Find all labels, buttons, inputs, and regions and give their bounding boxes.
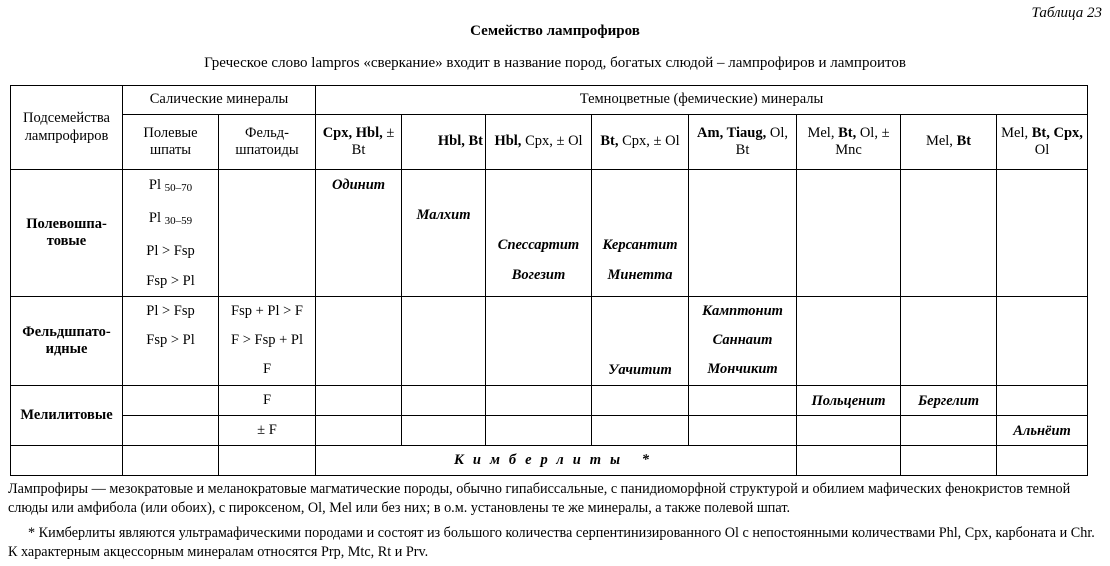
melilitic2-col6 [797,416,901,446]
fsp-gt-pl: Fsp > Pl [146,273,195,289]
melilitic2-col8 [997,416,1088,446]
rock-camptonite: Камптонит [702,303,783,319]
melilitic1-col5 [689,386,797,416]
melilitic2-col2 [402,416,486,446]
row-kimberlites [11,446,1088,476]
feldspathic-col5 [689,170,797,297]
salic-header: Салические минералы [123,86,316,115]
header-row-1 [11,86,1088,115]
feldspathic-col6 [797,170,901,297]
feldspathoidal-col1 [316,297,402,386]
feldspathoidal-col5 [689,297,797,386]
rock-malchite: Малхит [416,207,471,223]
feldspathic-col4 [592,170,689,297]
header-row-2 [11,115,1088,170]
subfamily-melilitic: Мелилитовые [11,386,123,446]
subfamily-feldspathoidal: Фельдшпато-идные [11,297,123,386]
femic-header: Темноцветные (фемические) минералы [316,86,1088,115]
fo-pl-gt-fsp: Pl > Fsp [146,303,195,319]
feldspars-header: Полевые шпаты [123,115,219,170]
feldspathoidal-col3 [486,297,592,386]
feldspathic-feldspars [123,170,219,297]
feldspathic-col3 [486,170,592,297]
mafic-col-1-header: Cpx, Hbl, ± Bt [316,115,402,170]
rock-monchiquite: Мончикит [707,361,778,377]
mafic-col-8-header: Mel, Bt, Cpx, Ol [997,115,1088,170]
pl-gt-fsp: Pl > Fsp [146,243,195,259]
rock-alnoite: Альнёит [1013,422,1071,439]
kimberlites-feldspathoids [219,446,316,476]
subfamily-feldspathic: Полевошпа-товые [11,170,123,297]
rock-vogesite: Вогезит [511,267,566,283]
rock-odinite: Одинит [331,177,386,193]
melilitic2-col1 [316,416,402,446]
mafic-col-7-header: Mel, Bt [901,115,997,170]
table-number: Таблица 23 [1031,5,1102,21]
kimberlite-footnote: * Кимберлиты являются ультрамафическими породами и состоят из большого количества серпентинизированного Ol с непостоянными количествами Phl, Cpx, карбоната и Chr. К характерным акцессорным минералам относятся Prp, Mtc, Rt и Prv. [8,525,1095,560]
mafic-col-2-header: Hbl, Bt [402,115,486,170]
kimberlites-label: Кимберлиты * [316,446,797,476]
table-subtitle: Греческое слово lampros «сверкание» входит в название пород, богатых слюдой – лампрофиров и лампроитов [204,55,906,71]
feldspathic-feldspathoids [219,170,316,297]
feldspathoidal-feldspathoids [219,297,316,386]
pl-50-70: Pl $_{50-70}$ [148,177,193,194]
row-feldspathic [11,170,1088,297]
melilitic1-feldspars [123,386,219,416]
rock-sannaite: Саннаит [712,332,773,348]
melilitic1-col3 [486,386,592,416]
table-notes [8,480,1104,562]
feldspathic-col7 [901,170,997,297]
mafic-col-3-header: Hbl, Cpx, ± Ol [486,115,592,170]
row-feldspathoidal [11,297,1088,386]
melilitic1-col2 [402,386,486,416]
feldspathoidal-feldspars [123,297,219,386]
feldspathic-col2 [402,170,486,297]
melilitic2-feldspathoids: ± F [219,416,316,446]
pl-30-59: Pl $_{30-59}$ [148,210,193,227]
f-only: F [262,361,272,377]
feldspathoidal-col6 [797,297,901,386]
rock-uachitite: Уачитит [608,362,672,378]
rock-kersantite: Керсантит [602,237,678,253]
kimberlites-feldspars [123,446,219,476]
melilitic1-col6 [797,386,901,416]
melilitic1-col4 [592,386,689,416]
fo-fsp-gt-pl: Fsp > Pl [146,332,195,348]
mafic-col-4-header: Bt, Cpx, ± Ol [592,115,689,170]
melilitic2-col4 [592,416,689,446]
subfamily-header: Подсемейства лампрофиров [11,86,123,170]
rock-bergalite: Бергелит [917,392,980,409]
rock-minette: Минетта [607,267,673,283]
melilitic2-col3 [486,416,592,446]
melilitic1-col1 [316,386,402,416]
feldspathic-col1 [316,170,402,297]
kimberlites-col6 [797,446,901,476]
kimberlites-col7 [901,446,997,476]
melilitic1-col8 [997,386,1088,416]
fsp-pl-gt-f: Fsp + Pl > F [231,303,303,319]
rock-polzenite: Польценит [811,392,886,409]
melilitic1-feldspathoids: F [219,386,316,416]
rock-spessartite: Спессартит [497,237,580,253]
mafic-col-5-header: Am, Tiaug, Ol, Bt [689,115,797,170]
feldspathoidal-col8 [997,297,1088,386]
melilitic2-col5 [689,416,797,446]
kimberlites-col8 [997,446,1088,476]
feldspathoids-header: Фельд-шпатоиды [219,115,316,170]
feldspathoidal-col4 [592,297,689,386]
f-gt-fsp-pl: F > Fsp + Pl [231,332,303,348]
melilitic2-col7 [901,416,997,446]
lamprophyre-definition-note: Лампрофиры — мезократовые и меланократовые магматические породы, обычно гипабиссальные, с панидиоморфной структурой и обилием мафических фенокристов темной слюды или амфибола (или обоих), с пироксеном, Ol, Mel или без них; в о.м. установлены те же минералы, а также полевой шпат. [8,481,1071,516]
melilitic1-col7 [901,386,997,416]
mafic-col-6-header: Mel, Bt, Ol, ± Mnc [797,115,901,170]
kimberlites-subfamily [11,446,123,476]
row-melilitic-2 [11,416,1088,446]
feldspathoidal-col2 [402,297,486,386]
lamprophyre-table [10,85,1088,476]
feldspathoidal-col7 [901,297,997,386]
feldspathic-col8 [997,170,1088,297]
row-melilitic-1 [11,386,1088,416]
melilitic2-feldspars [123,416,219,446]
table-title: Семейство лампрофиров [470,23,640,39]
